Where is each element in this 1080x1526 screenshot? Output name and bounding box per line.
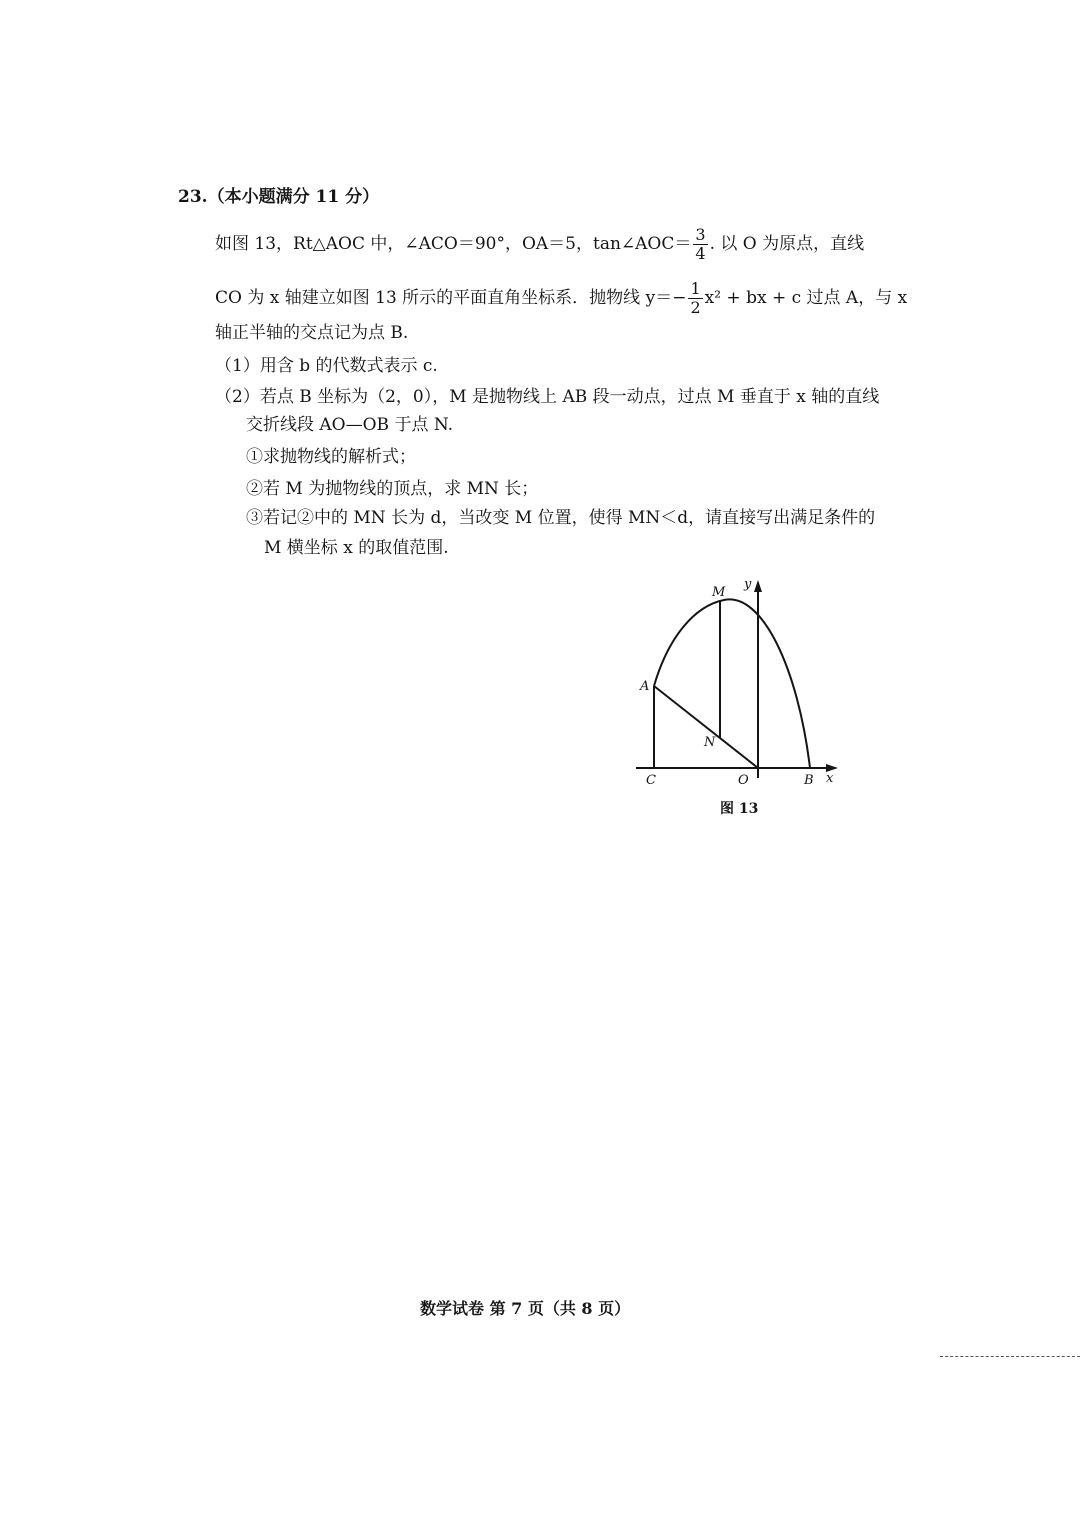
parabola-curve bbox=[654, 599, 810, 768]
statement-text: x² + bx + c 过点 A，与 x bbox=[704, 288, 908, 308]
figure-caption: 图 13 bbox=[720, 801, 759, 817]
question-2-line-2: 交折线段 AO—OB 于点 N. bbox=[246, 415, 454, 435]
fraction-denominator: 2 bbox=[690, 298, 701, 317]
label-x: x bbox=[826, 771, 834, 786]
problem-statement-line-3: 轴正半轴的交点记为点 B. bbox=[215, 323, 409, 343]
sub-question-3-line-2: M 横坐标 x 的取值范围. bbox=[264, 538, 449, 558]
y-axis-arrow-icon bbox=[754, 580, 762, 592]
page-footer: 数学试卷 第 7 页（共 8 页） bbox=[420, 1299, 631, 1318]
fraction-numerator: 1 bbox=[690, 279, 701, 298]
label-N: N bbox=[704, 735, 716, 750]
label-M: M bbox=[712, 585, 726, 600]
label-O: O bbox=[738, 773, 749, 788]
statement-text: 如图 13，Rt△AOC 中，∠ACO＝90°，OA＝5，tan∠AOC＝ bbox=[215, 234, 692, 254]
segment-AO bbox=[654, 686, 758, 768]
tan-fraction bbox=[693, 226, 707, 263]
sub-question-3-line-1: ③若记②中的 MN 长为 d，当改变 M 位置，使得 MN＜d，请直接写出满足条件的 bbox=[246, 508, 876, 528]
problem-statement-line-1 bbox=[215, 226, 864, 263]
label-A: A bbox=[640, 679, 650, 694]
scan-artifact-line bbox=[940, 1356, 1080, 1359]
label-B: B bbox=[804, 773, 814, 788]
fraction-numerator: 3 bbox=[695, 225, 706, 244]
question-1: （1）用含 b 的代数式表示 c. bbox=[215, 356, 438, 376]
sub-question-2: ②若 M 为抛物线的顶点，求 MN 长； bbox=[246, 479, 539, 499]
sub-question-1: ①求抛物线的解析式； bbox=[246, 447, 416, 467]
statement-text: CO 为 x 轴建立如图 13 所示的平面直角坐标系．抛物线 y＝− bbox=[215, 288, 687, 308]
label-y: y bbox=[744, 577, 752, 592]
coefficient-fraction bbox=[688, 280, 702, 317]
fraction-denominator: 4 bbox=[695, 244, 706, 263]
figure-13-diagram bbox=[630, 570, 850, 798]
label-C: C bbox=[646, 773, 656, 788]
problem-heading: 23.（本小题满分 11 分） bbox=[178, 187, 380, 207]
question-2-line-1: （2）若点 B 坐标为（2，0），M 是抛物线上 AB 段一动点，过点 M 垂直于 x 轴的直线 bbox=[215, 387, 880, 407]
statement-text: . 以 O 为原点，直线 bbox=[709, 234, 865, 254]
problem-statement-line-2 bbox=[215, 280, 907, 317]
